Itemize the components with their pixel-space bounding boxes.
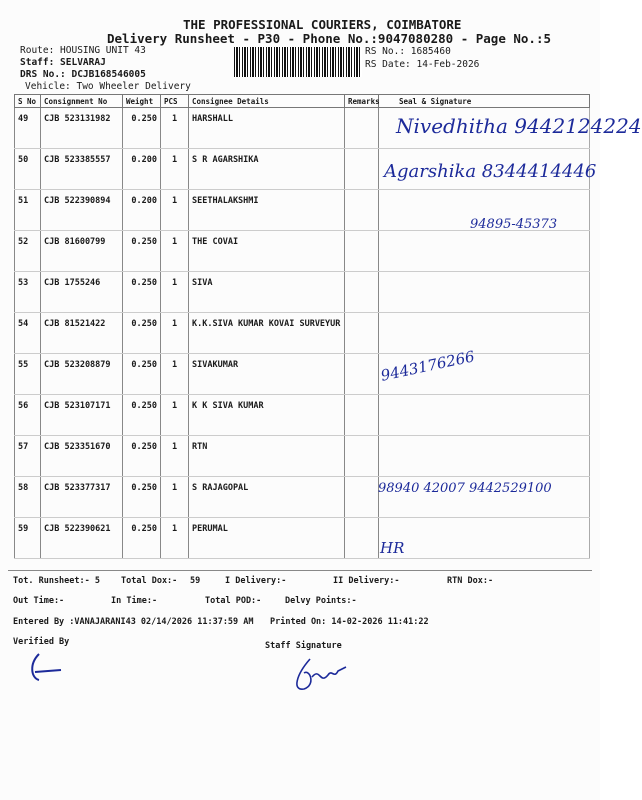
cell-weight: 0.200 <box>123 149 161 190</box>
cell-weight: 0.250 <box>123 354 161 395</box>
entered-by: Entered By :VANAJARANI43 02/14/2026 11:37:59 AM <box>13 617 254 627</box>
cell-seal <box>379 395 590 436</box>
rs-number: RS No.: 1685460 <box>365 46 451 57</box>
cell-seal <box>379 272 590 313</box>
verified-by: Verified By <box>13 637 70 647</box>
col-weight: Weight <box>123 95 161 108</box>
col-seal: Seal & Signature <box>379 95 590 108</box>
in-time: In Time:- <box>111 596 158 606</box>
cell-sno: 54 <box>15 313 41 354</box>
cell-remarks <box>345 149 379 190</box>
cell-sno: 58 <box>15 477 41 518</box>
handwritten-sign: HR <box>380 539 405 557</box>
table-row <box>15 518 590 559</box>
cell-remarks <box>345 477 379 518</box>
staff: Staff: SELVARAJ <box>20 57 106 68</box>
cell-seal <box>379 313 590 354</box>
handwritten-sign: 9443176266 <box>379 347 477 385</box>
cell-weight: 0.250 <box>123 313 161 354</box>
cell-remarks <box>345 354 379 395</box>
cell-consignee: S R AGARSHIKA <box>189 149 345 190</box>
vehicle: Vehicle: Two Wheeler Delivery <box>25 81 191 92</box>
total-pod: Total POD:- <box>205 596 262 606</box>
cell-sno: 56 <box>15 395 41 436</box>
cell-cno: CJB 523385557 <box>41 149 123 190</box>
handwritten-sign: 98940 42007 9442529100 <box>378 481 552 496</box>
company-title: THE PROFESSIONAL COURIERS, COIMBATORE <box>183 17 462 32</box>
col-pcs: PCS <box>161 95 189 108</box>
cell-consignee: PERUMAL <box>189 518 345 559</box>
table-row <box>15 354 590 395</box>
handwritten-sign: Agarshika 8344414446 <box>384 161 597 182</box>
cell-sno: 57 <box>15 436 41 477</box>
cell-cno: CJB 523377317 <box>41 477 123 518</box>
cell-remarks <box>345 231 379 272</box>
cell-weight: 0.250 <box>123 231 161 272</box>
cell-cno: CJB 1755246 <box>41 272 123 313</box>
cell-consignee: SEETHALAKSHMI <box>189 190 345 231</box>
staff-signature: Staff Signature <box>265 641 342 651</box>
cell-consignee: THE COVAI <box>189 231 345 272</box>
delvy-points: Delvy Points:- <box>285 596 357 606</box>
cell-pcs: 1 <box>161 231 189 272</box>
barcode <box>234 47 362 77</box>
drs-number: DRS No.: DCJB168546005 <box>20 69 146 80</box>
cell-cno: CJB 81600799 <box>41 231 123 272</box>
cell-remarks <box>345 313 379 354</box>
total-dox-label: Total Dox:- <box>121 576 178 586</box>
ii-delivery: II Delivery:- <box>333 576 400 586</box>
table-row <box>15 436 590 477</box>
cell-consignee: SIVAKUMAR <box>189 354 345 395</box>
cell-weight: 0.250 <box>123 436 161 477</box>
runsheet-subtitle: Delivery Runsheet - P30 - Phone No.:9047080280 - Page No.:5 <box>107 31 552 46</box>
cell-cno: CJB 523208879 <box>41 354 123 395</box>
printed-on: Printed On: 14-02-2026 11:41:22 <box>270 617 429 627</box>
cell-pcs: 1 <box>161 436 189 477</box>
cell-pcs: 1 <box>161 477 189 518</box>
cell-pcs: 1 <box>161 518 189 559</box>
staff-signature-mark <box>290 655 350 695</box>
col-sno: S No <box>15 95 41 108</box>
cell-remarks <box>345 108 379 149</box>
cell-pcs: 1 <box>161 149 189 190</box>
cell-pcs: 1 <box>161 313 189 354</box>
cell-sno: 59 <box>15 518 41 559</box>
cell-pcs: 1 <box>161 272 189 313</box>
handwritten-sign: 94895-45373 <box>470 217 558 232</box>
cell-sno: 51 <box>15 190 41 231</box>
cell-seal <box>379 231 590 272</box>
table-row <box>15 313 590 354</box>
cell-remarks <box>345 518 379 559</box>
cell-consignee: HARSHALL <box>189 108 345 149</box>
cell-weight: 0.200 <box>123 190 161 231</box>
cell-sno: 49 <box>15 108 41 149</box>
cell-seal <box>379 436 590 477</box>
cell-remarks <box>345 436 379 477</box>
cell-remarks <box>345 395 379 436</box>
tot-runsheet: Tot. Runsheet:- 5 <box>13 576 100 586</box>
table-row <box>15 231 590 272</box>
col-consignee: Consignee Details <box>189 95 345 108</box>
cell-pcs: 1 <box>161 395 189 436</box>
divider <box>8 570 592 571</box>
cell-sno: 53 <box>15 272 41 313</box>
cell-weight: 0.250 <box>123 477 161 518</box>
cell-sno: 55 <box>15 354 41 395</box>
cell-pcs: 1 <box>161 190 189 231</box>
cell-cno: CJB 522390621 <box>41 518 123 559</box>
rtn-dox: RTN Dox:- <box>447 576 494 586</box>
cell-cno: CJB 522390894 <box>41 190 123 231</box>
cell-consignee: RTN <box>189 436 345 477</box>
cell-consignee: SIVA <box>189 272 345 313</box>
cell-cno: CJB 523131982 <box>41 108 123 149</box>
col-remarks: Remarks <box>345 95 379 108</box>
rs-date: RS Date: 14-Feb-2026 <box>365 59 480 70</box>
out-time: Out Time:- <box>13 596 65 606</box>
i-delivery: I Delivery:- <box>225 576 287 586</box>
route: Route: HOUSING UNIT 43 <box>20 45 146 56</box>
total-dox: 59 <box>190 576 201 586</box>
table-header <box>15 95 590 108</box>
table-row <box>15 272 590 313</box>
cell-consignee: K.K.SIVA KUMAR KOVAI SURVEYUR <box>189 313 345 354</box>
cell-sno: 52 <box>15 231 41 272</box>
cell-weight: 0.250 <box>123 108 161 149</box>
cell-cno: CJB 81521422 <box>41 313 123 354</box>
cell-cno: CJB 523107171 <box>41 395 123 436</box>
cell-pcs: 1 <box>161 354 189 395</box>
cell-seal <box>379 518 590 559</box>
cell-cno: CJB 523351670 <box>41 436 123 477</box>
cell-weight: 0.250 <box>123 395 161 436</box>
col-consignment: Consignment No <box>41 95 123 108</box>
cell-consignee: K K SIVA KUMAR <box>189 395 345 436</box>
cell-pcs: 1 <box>161 108 189 149</box>
table-row <box>15 395 590 436</box>
cell-remarks <box>345 190 379 231</box>
cell-weight: 0.250 <box>123 518 161 559</box>
cell-consignee: S RAJAGOPAL <box>189 477 345 518</box>
verifier-signature <box>25 650 65 685</box>
cell-sno: 50 <box>15 149 41 190</box>
cell-remarks <box>345 272 379 313</box>
cell-weight: 0.250 <box>123 272 161 313</box>
handwritten-sign: Nivedhitha 9442124224 <box>396 114 642 138</box>
